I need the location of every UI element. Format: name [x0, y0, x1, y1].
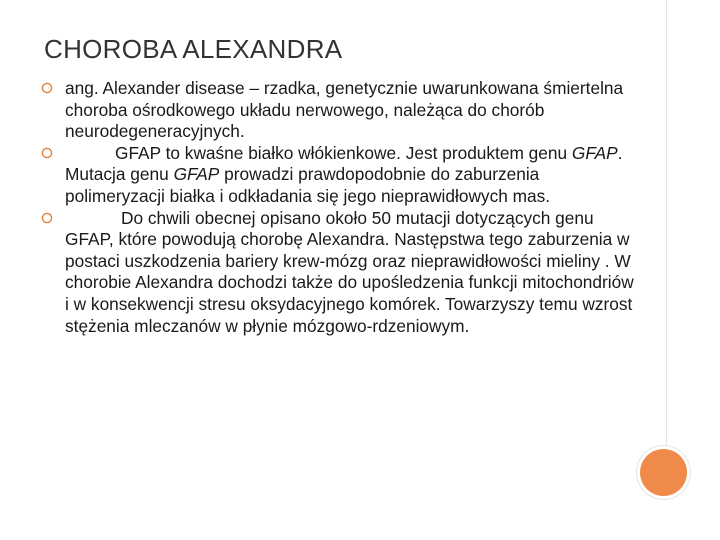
slide-title: CHOROBA ALEXANDRA: [44, 34, 343, 64]
bullet-text-1: ang. Alexander disease – rzadka, genetycznie uwarunkowana śmiertelna choroba ośrodkowego układu nerwowego, należąca do chorób neurodegeneracyjnych.: [65, 78, 624, 142]
gene-name-italic: GFAP: [571, 142, 618, 163]
gene-name-italic: GFAP: [173, 164, 220, 185]
bullet-text-2-middle: . Mutacja genu: [65, 142, 623, 185]
bullet-text-3: Do chwili obecnej opisano około 50 mutacji dotyczących genu GFAP, które powodują chorobę Alexandra. Następstwa tego zaburzenia w postaci uszkodzenia bariery krew-mózg oraz nieprawidłowości mieliny . W chorobie Alexandra dochodzi także do upośledzenia funkcji mitochondriów i w konsekwencji stresu oksydacyjnego komórek. Towarzyszy temu wzrost stężenia mleczanów w płynie mózgowo-rdzeniowym.: [65, 207, 634, 336]
decorative-orange-circle: [640, 449, 687, 496]
bullet-list: [40, 78, 640, 337]
bullet-text-2-start: GFAP to kwaśne białko włókienkowe. Jest produktem genu: [115, 142, 572, 163]
open-circle-icon: [41, 211, 55, 225]
bullet-item-3: [40, 208, 640, 338]
bullet-text-2-end: prowadzi prawdopodobnie do zaburzenia polimeryzacji białka i odkładania się jego nieprawidłowych mas.: [65, 164, 551, 206]
bullet-item-1: [40, 78, 640, 143]
bullet-item-2: [40, 143, 640, 208]
decorative-vertical-line: [666, 0, 667, 458]
open-circle-icon: [41, 81, 55, 95]
open-circle-icon: [41, 146, 55, 160]
